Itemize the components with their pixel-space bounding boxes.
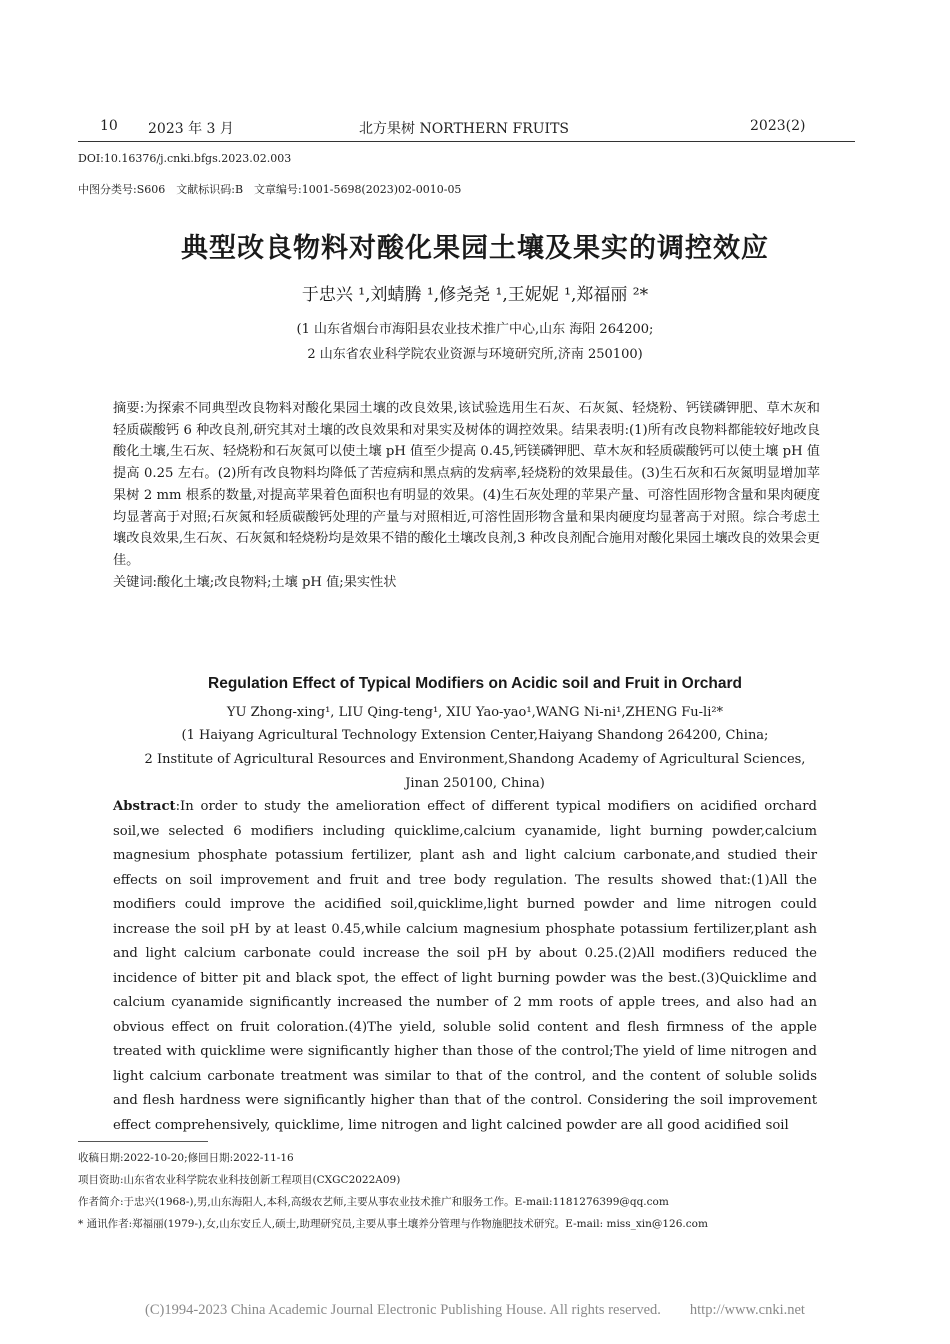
title-en: Regulation Effect of Typical Modifiers on Acidic soil and Fruit in Orchard (208, 675, 742, 692)
footnote-corresponding: * 通讯作者:郑福丽(1979-),女,山东安丘人,硕士,助理研究员,主要从事土壤养分管理与作物施肥技术研究。E-mail: miss_xin@126.com (78, 1218, 708, 1230)
classification-line: 中图分类号:S606 文献标识码:B 文章编号:1001-5698(2023)02-0010-05 (78, 183, 462, 196)
abstract-en-label: Abstract (113, 799, 176, 814)
authors-cn: 于忠兴 ¹,刘蜻腾 ¹,修尧尧 ¹,王妮妮 ¹,郑福丽 ²* (301, 285, 649, 305)
issue-number: 2023(2) (750, 118, 806, 134)
issue-date: 2023 年 3 月 (148, 121, 234, 137)
authors-en: YU Zhong-xing¹, LIU Qing-teng¹, XIU Yao-yao¹,WANG Ni-ni¹,ZHENG Fu-li²* (226, 705, 724, 720)
affiliation-cn-2: 2 山东省农业科学院农业资源与环境研究所,济南 250100) (307, 347, 643, 362)
footnote-author-bio: 作者简介:于忠兴(1968-),男,山东海阳人,本科,高级农艺师,主要从事农业技术推广和服务工作。E-mail:1181276399@qq.com (78, 1196, 669, 1208)
affiliation-en-3: Jinan 250100, China) (405, 776, 545, 791)
affiliation-cn-1: (1 山东省烟台市海阳县农业技术推广中心,山东 海阳 264200; (296, 322, 654, 337)
affiliation-en-1: (1 Haiyang Agricultural Technology Extension Center,Haiyang Shandong 264200, China; (181, 728, 769, 743)
title-cn: 典型改良物料对酸化果园土壤及果实的调控效应 (181, 233, 769, 264)
doi: DOI:10.16376/j.cnki.bfgs.2023.02.003 (78, 152, 292, 165)
footnote-rule (78, 1141, 208, 1142)
abstract-en-block (113, 795, 817, 1138)
affiliation-en-2: 2 Institute of Agricultural Resources and Environment,Shandong Academy of Agricultural Sciences, (144, 752, 806, 767)
page-number: 10 (100, 118, 118, 134)
footnote-funding: 项目资助:山东省农业科学院农业科技创新工程项目(CXGC2022A09) (78, 1174, 401, 1186)
abstract-cn-block (113, 398, 820, 593)
keywords-cn: 关键词:酸化土壤;改良物料;土壤 pH 值;果实性状 (113, 574, 397, 590)
copyright-line: (C)1994-2023 China Academic Journal Electronic Publishing House. All rights reserved. http://www.cnki.net (145, 1302, 805, 1318)
journal-name: 北方果树 NORTHERN FRUITS (359, 121, 569, 137)
footnote-received: 收稿日期:2022-10-20;修回日期:2022-11-16 (78, 1152, 294, 1164)
abstract-en: :In order to study the amelioration effect of different typical modifiers on acidified orchard soil,we selected 6 modifiers including quicklime,calcium cyanamide, light burning powder,calcium magnesium phosphate potassium fertilizer, plant ash and light calcium carbonate,and studied their effects on soil improvement and fruit and tree body regulation. The results showed that:(1)All the modifiers could improve the acidified soil,quicklime,light burned powder and lime nitrogen could increase the soil pH by at least 0.45,while calcium magnesium phosphate potassium fertilizer,plant ash and light calcium carbonate could increase the soil pH by about 0.25.(2)All modifiers reduced the incidence of bitter pit and black spot, the effect of light burning powder was the best.(3)Quicklime and calcium cyanamide significantly increased the number of 2 mm roots of apple trees, and also had an obvious effect on fruit coloration.(4)The yield, soluble solid content and flesh firmness of the apple treated with quicklime were significantly higher than those of the control;The yield of lime nitrogen and light calcium carbonate treatment was similar to that of the control, and the content of soluble solids and flesh hardness were significantly higher than that of the control. Considering the soil improvement effect comprehensively, quicklime, lime nitrogen and light calcined powder are all good acidified soil (113, 799, 817, 1133)
abstract-cn: 摘要:为探索不同典型改良物料对酸化果园土壤的改良效果,该试验选用生石灰、石灰氮、轻烧粉、钙镁磷钾肥、草木灰和轻质碳酸钙 6 种改良剂,研究其对土壤的改良效果和对果实及树体的调控效果。结果表明:(1)所有改良物料都能较好地改良酸化土壤,生石灰、轻烧粉和石灰氮可以使土壤 pH 值至少提高 0.45,钙镁磷钾肥、草木灰和轻质碳酸钙可以使土壤 pH 值提高 0.25 左右。(2)所有改良物料均降低了苦痘病和黑点病的发病率,轻烧粉的效果最佳。(3)生石灰和石灰氮明显增加苹果树 2 mm 根系的数量,对提高苹果着色面积也有明显的效果。(4)生石灰处理的苹果产量、可溶性固形物含量和果肉硬度均显著高于对照;石灰氮和轻质碳酸钙处理的产量与对照相近,可溶性固形物含量和果肉硬度均显著高于对照。综合考虑土壤改良效果,生石灰、石灰氮和轻烧粉均是效果不错的酸化土壤改良剂,3 种改良剂配合施用对酸化果园土壤改良的效果会更佳。 (113, 401, 820, 568)
header-rule (78, 141, 855, 142)
